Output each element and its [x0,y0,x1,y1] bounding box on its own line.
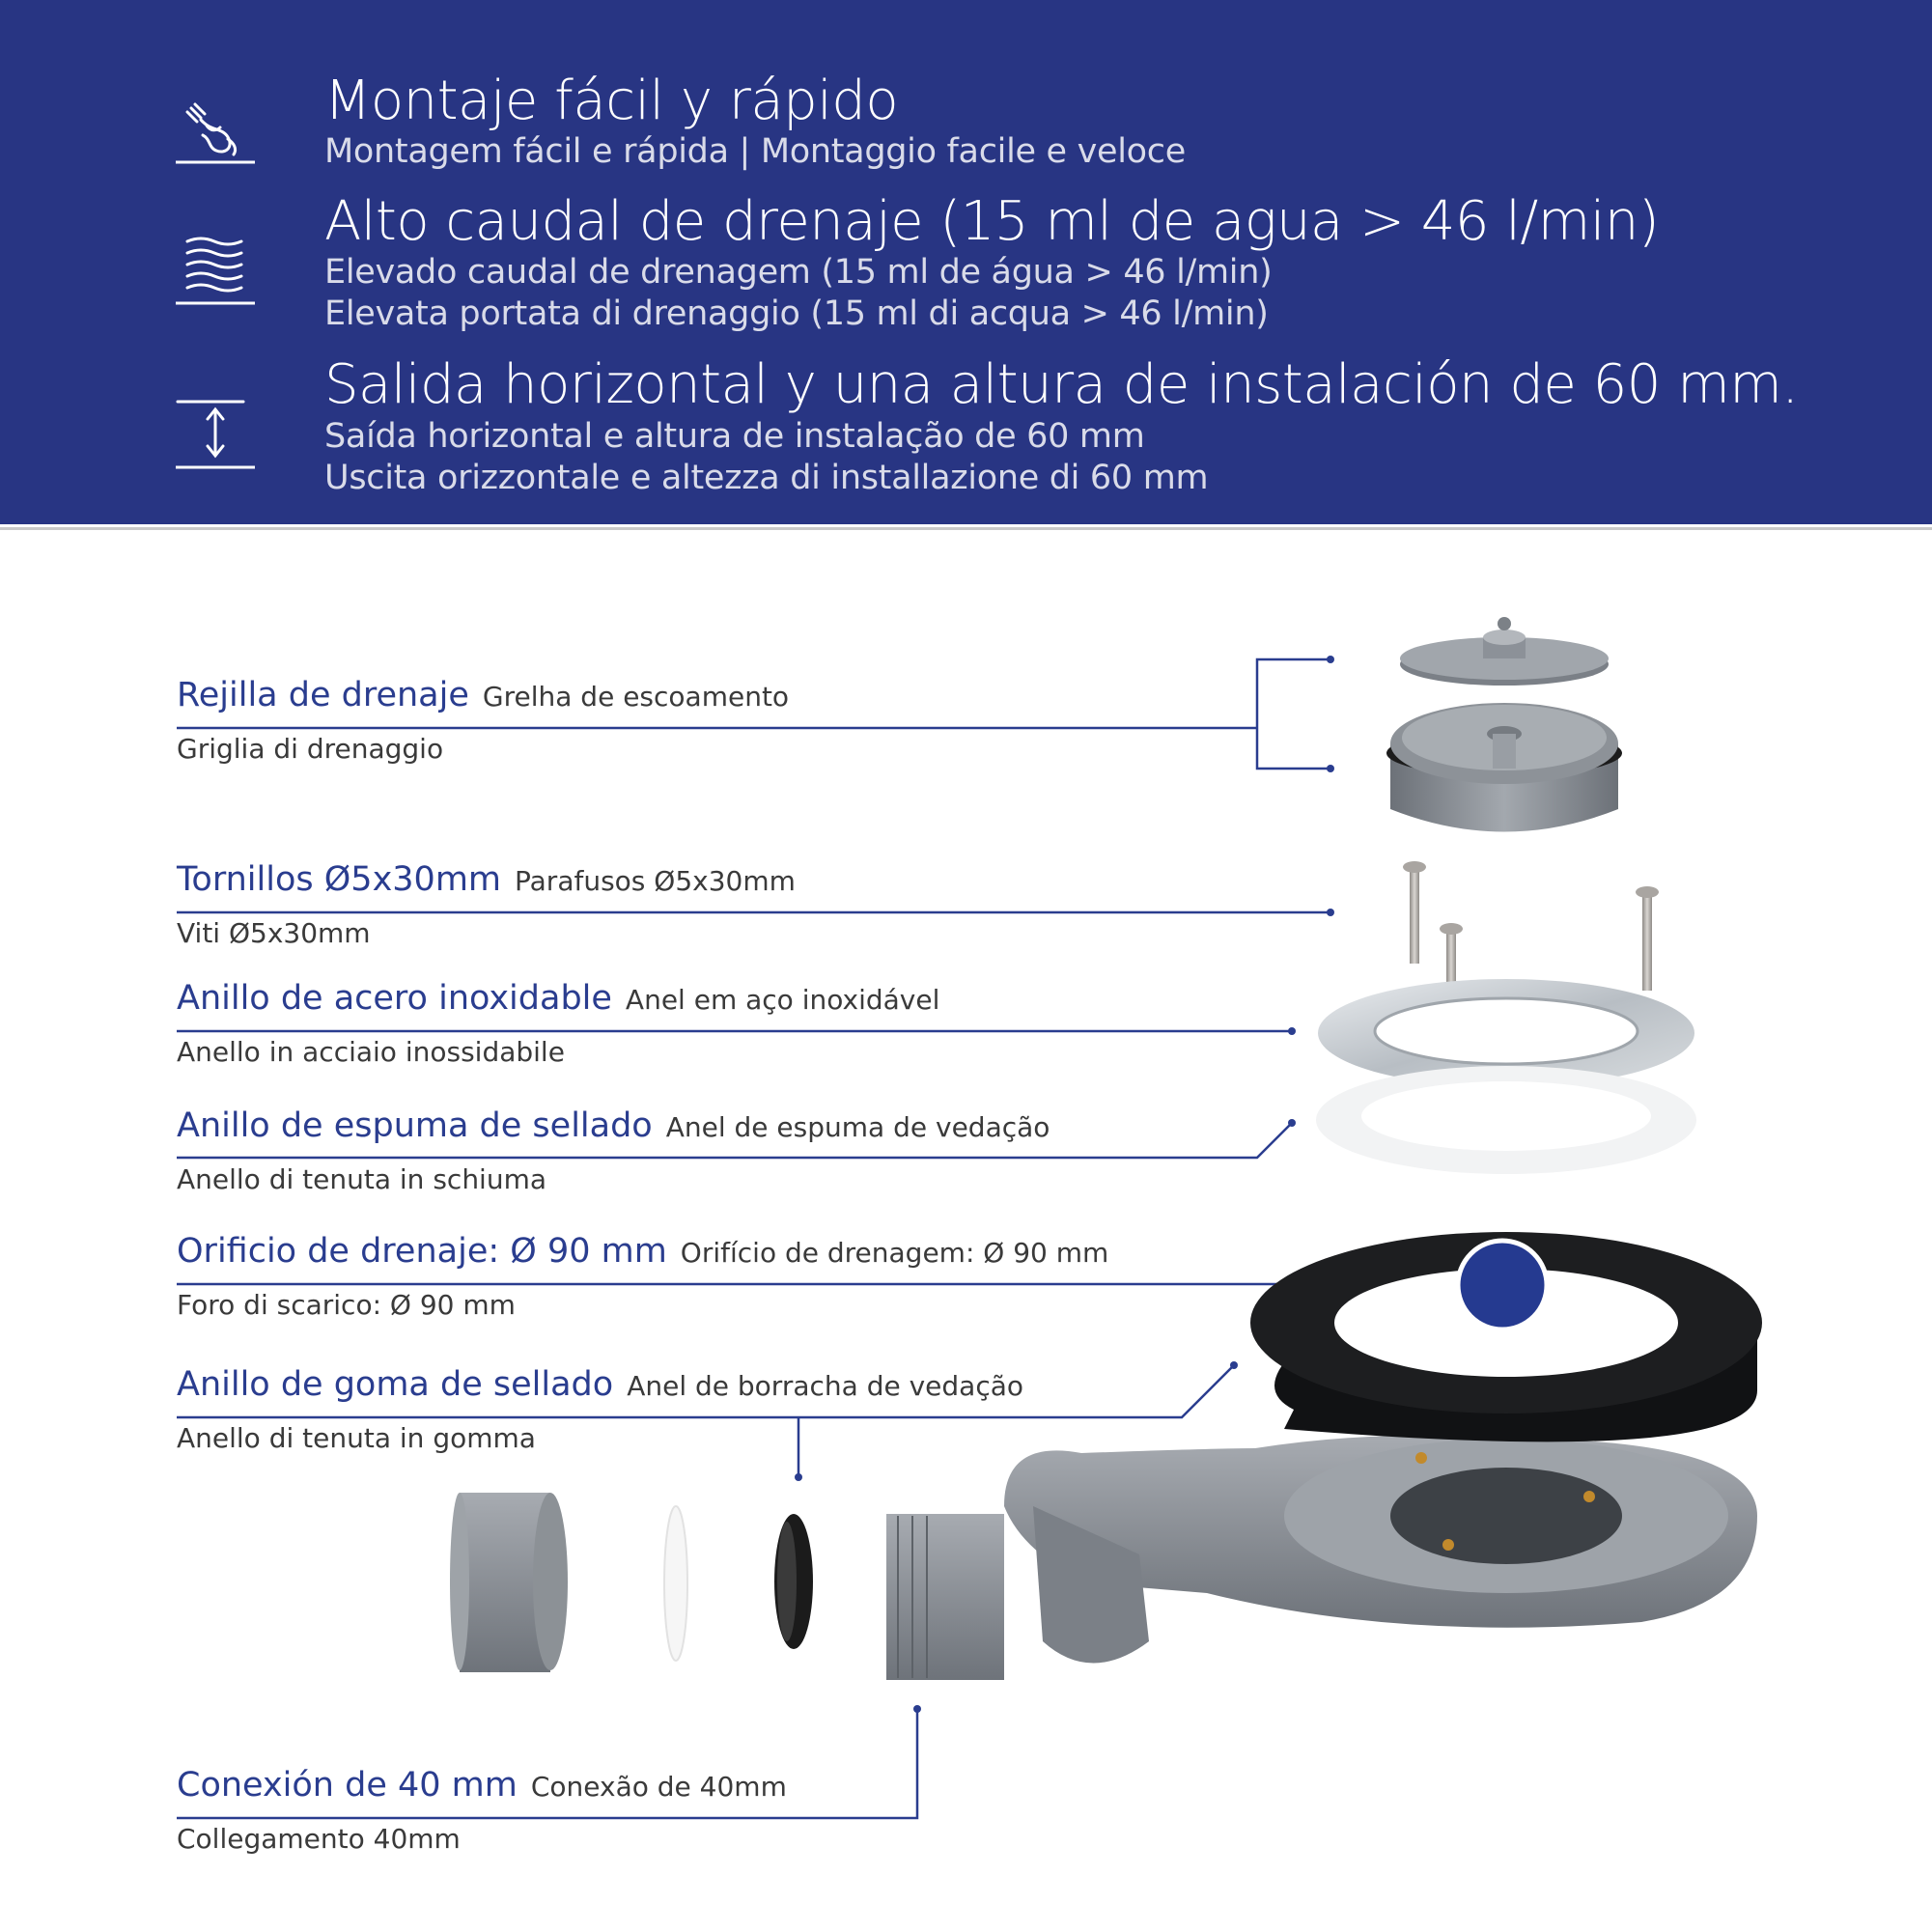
part-name-it: Foro di scarico: Ø 90 mm [177,1289,516,1321]
part-name-it: Anello di tenuta in schiuma [177,1163,547,1195]
part-name-pt: Parafusos Ø5x30mm [515,865,796,897]
part-name-it: Anello di tenuta in gomma [177,1422,536,1454]
part-label-drain-hole [177,1232,1108,1271]
part-label-rubber-ring [177,1365,1023,1404]
part-name-es: Anillo de acero inoxidable [177,979,612,1018]
banner-divider [0,524,1932,536]
part-name-pt: Orifício de drenagem: Ø 90 mm [680,1237,1109,1269]
part-name-pt: Anel de borracha de vedação [627,1370,1023,1402]
black-washer [774,1514,813,1649]
feature-3-subtitle-pt: Saída horizontal e altura de instalação de 60 mm [324,417,1145,456]
part-name-es: Anillo de goma de sellado [177,1365,614,1404]
part-name-it: Collegamento 40mm [177,1823,461,1855]
part-name-pt: Anel em aço inoxidável [625,984,940,1016]
part-name-it: Viti Ø5x30mm [177,917,371,949]
white-washer [664,1506,687,1661]
drain-grate-cover [1400,617,1609,686]
part-label-screws [177,860,796,899]
feature-2-subtitle-it: Elevata portata di drenaggio (15 ml di acqua > 46 l/min) [324,294,1269,333]
feature-3-title: Salida horizontal y una altura de instalación de 60 mm. [324,353,1799,416]
part-name-it: Anello in acciaio inossidabile [177,1036,565,1068]
connection-nut [450,1493,568,1672]
part-name-pt: Grelha de escoamento [482,681,790,713]
part-name-es: Orificio de drenaje: Ø 90 mm [177,1232,667,1271]
part-name-it: Griglia di drenaggio [177,733,444,765]
drain-hole-marker [1458,1241,1547,1329]
water-flow-icon [174,232,261,309]
part-label-foam-ring [177,1106,1050,1145]
drain-grate-body [1386,703,1622,832]
part-name-es: Anillo de espuma de sellado [177,1106,653,1145]
part-name-pt: Conexão de 40mm [530,1771,787,1803]
height-arrow-icon [174,398,261,475]
feature-2-title: Alto caudal de drenaje (15 ml de agua > 46 l/min) [324,190,1660,253]
feature-3-subtitle-it: Uscita orizzontale e altezza di installazione di 60 mm [324,459,1209,497]
foam-seal-ring [1316,1066,1696,1174]
part-name-es: Conexión de 40 mm [177,1766,518,1805]
part-name-es: Tornillos Ø5x30mm [177,860,502,899]
wrench-hand-icon [174,97,261,174]
part-name-es: Rejilla de drenaje [177,676,469,714]
drain-body [886,1436,1757,1680]
part-name-pt: Anel de espuma de vedação [665,1111,1050,1143]
feature-1-title: Montaje fácil y rápido [324,70,899,132]
feature-2-subtitle-pt: Elevado caudal de drenagem (15 ml de água > 46 l/min) [324,253,1273,292]
part-label-steel-ring [177,979,939,1018]
feature-1-subtitle: Montagem fácil e rápida | Montaggio facile e veloce [324,132,1186,171]
part-label-grate [177,676,789,714]
part-label-connection [177,1766,787,1805]
